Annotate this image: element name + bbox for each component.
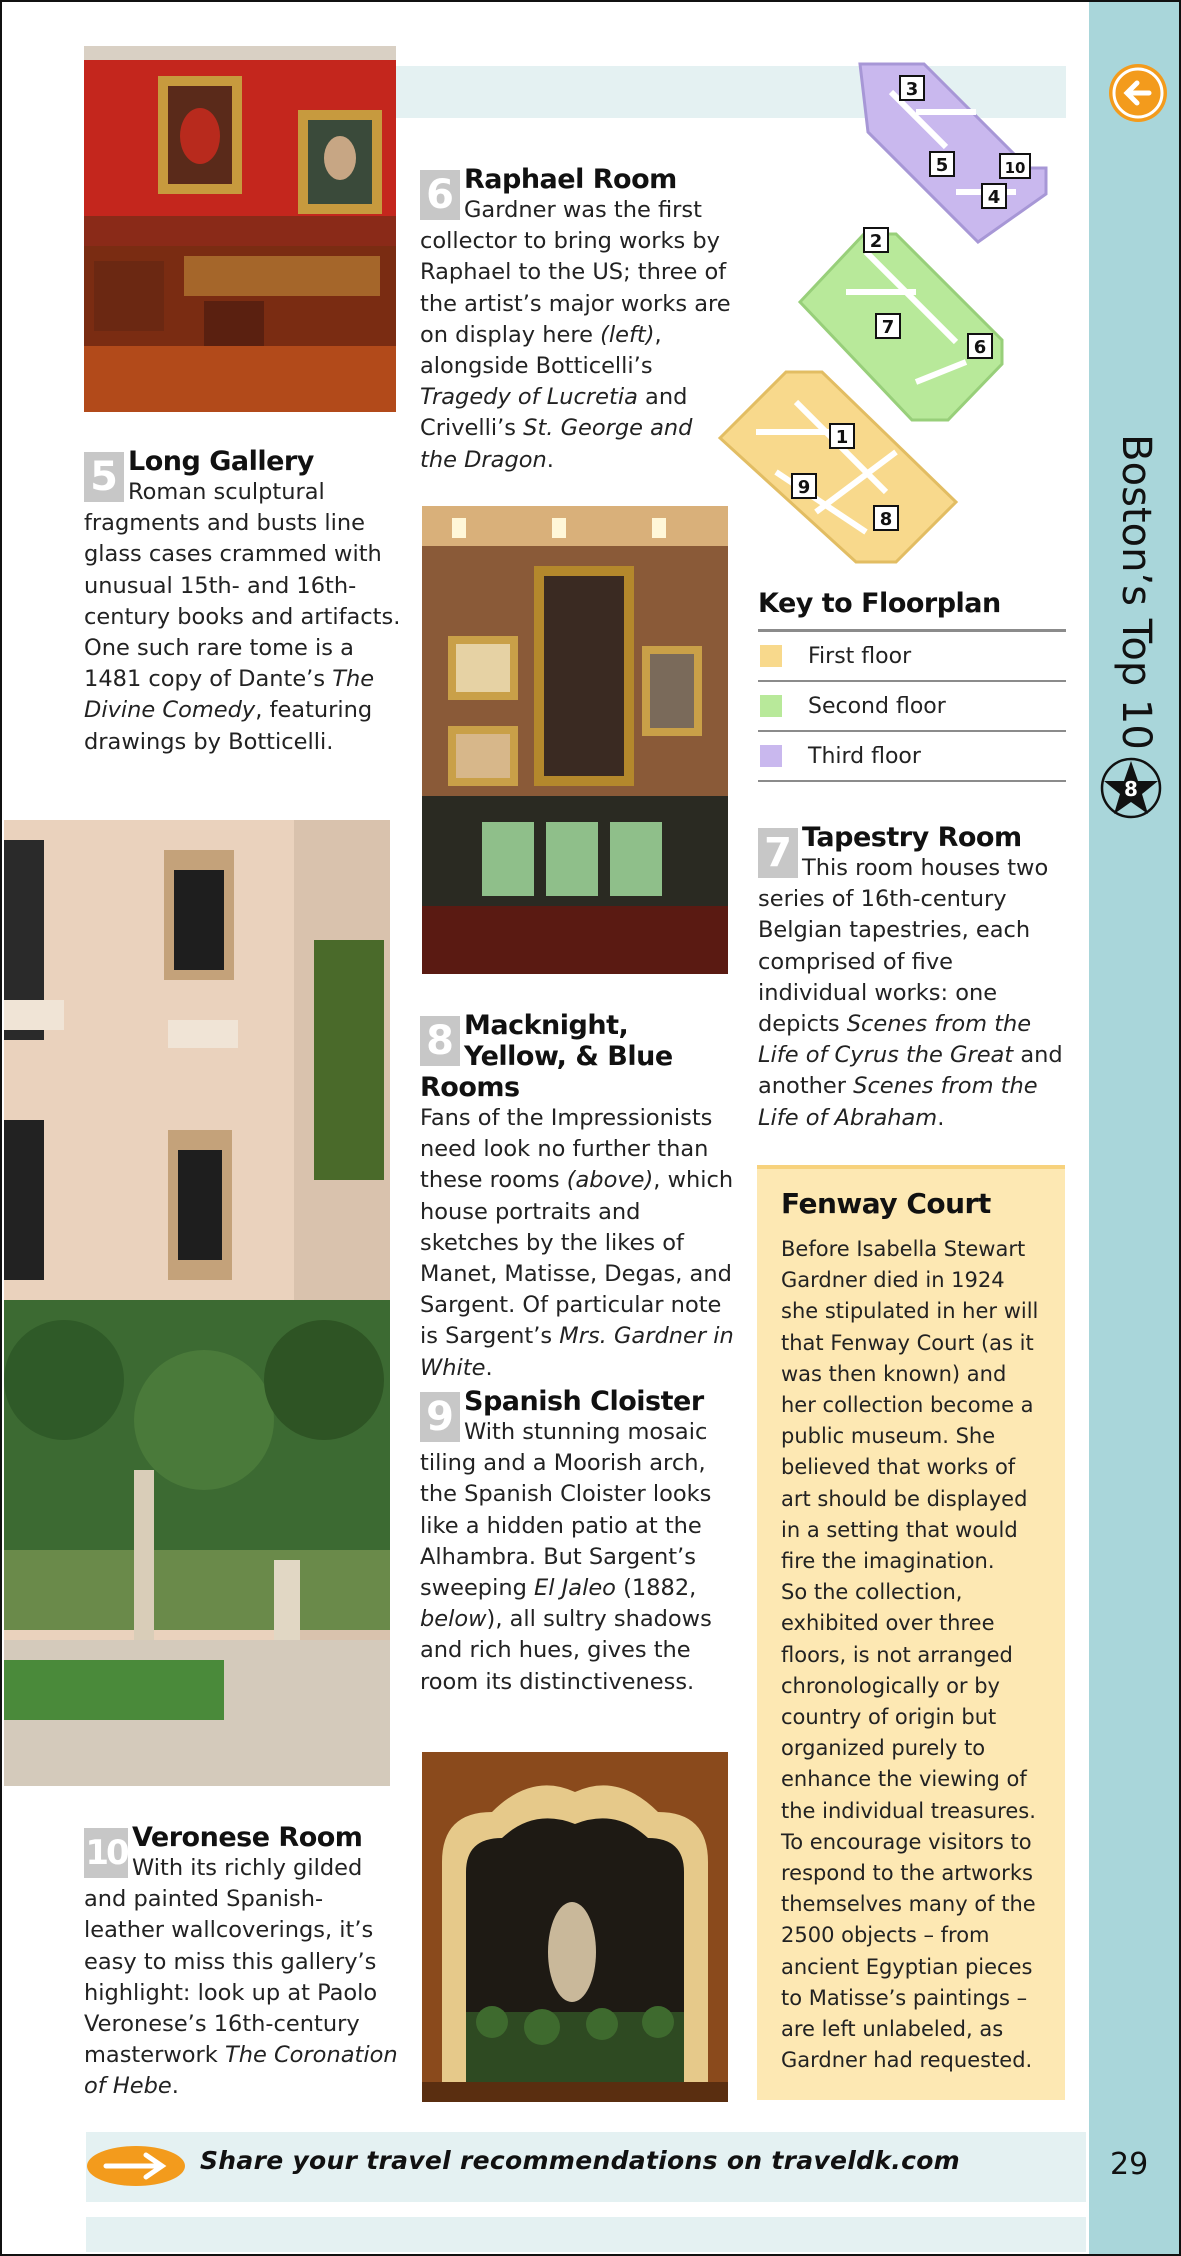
box-title: Fenway Court [781, 1187, 991, 1220]
entry-spanish-cloister [420, 1386, 736, 1698]
entry-title: Veronese Room [132, 1822, 363, 1853]
entry-title: Raphael Room [464, 164, 677, 195]
entry-veronese-room [84, 1822, 402, 2103]
box-paragraph-2: So the collection, exhibited over three floors, is not arranged chronologically or by country of origin but organized purely to enhance the viewing of the individual treasures. To encourage visitors to respond to the artworks themselves many of the 2500 objects – from ancient Egyptian pieces to Matisse’s paintings – are left unlabeled, as Gardner had requested. [781, 1580, 1036, 2073]
key-row-third-floor: Third floor [758, 732, 1066, 782]
entry-title: Spanish Cloister [464, 1386, 704, 1417]
photo-courtyard [4, 820, 390, 1786]
svg-text:1: 1 [835, 427, 849, 448]
entry-number: 10 [84, 1828, 128, 1878]
entry-body: Gardner was the first collector to bring works by Raphael to the US; three of the artist’s major works are on display here (left), alongside Botticelli’s Tragedy of Lucretia and Crivelli’s St. George and the Dragon. [420, 197, 731, 473]
svg-text:6: 6 [973, 337, 987, 358]
entry-body: Roman sculptural fragments and busts line glass cases crammed with unusual 15th- and 16th-century books and artifacts. One such rare tome is a 1481 copy of Dante’s The Divine Comedy, featuring drawings by Botticelli. [84, 479, 401, 755]
svg-text:8: 8 [879, 509, 893, 530]
photo-spanish-cloister [422, 1752, 728, 2102]
entry-body: With stunning mosaic tiling and a Moorish arch, the Spanish Cloister looks like a hidden patio at the Alhambra. But Sargent’s sweeping El Jaleo (1882, below), all sultry shadows and rich hues, gives the room its distinctiveness. [420, 1419, 712, 1695]
entry-raphael-room [420, 164, 736, 476]
entry-body: Fans of the Impressionists need look no further than these rooms (above), which house portraits and sketches by the likes of Manet, Matisse, Degas, and Sargent. Of particular note is Sargent’s Mrs. Gardner in White. [420, 1105, 734, 1381]
key-row-second-floor: Second floor [758, 682, 1066, 732]
entry-tapestry-room [758, 822, 1066, 1134]
entry-body: This room houses two series of 16th-century Belgian tapestries, each comprised of five individual works: one depicts Scenes from the Life of Cyrus the Great and another Scenes from the Life of Abraham. [758, 855, 1063, 1131]
floorplan-key [758, 588, 1066, 782]
entry-title: Long Gallery [128, 446, 314, 477]
box-paragraph-1: Before Isabella Stewart Gardner died in 1924 she stipulated in her will that Fenway Court (as it was then known) and her collection become a public museum. She believed that works of art should be displayed in a setting that would fire the imagination. [781, 1237, 1039, 1574]
photo-raphael-room [84, 46, 396, 412]
svg-text:9: 9 [797, 477, 811, 498]
entry-title: Tapestry Room [802, 822, 1022, 853]
entry-macknight-yellow-blue-rooms [420, 1010, 736, 1384]
back-arrow-icon[interactable] [1109, 64, 1167, 122]
entry-number: 5 [84, 452, 124, 502]
footer-stripe-bottom [86, 2217, 1086, 2252]
second-floor-swatch [760, 695, 782, 717]
svg-text:10: 10 [1004, 159, 1026, 177]
photo-macknight-room [422, 506, 728, 974]
entry-number: 9 [420, 1392, 460, 1442]
fenway-court-box [757, 1165, 1065, 2100]
entry-body: With its richly gilded and painted Spanish-leather wallcoverings, it’s easy to miss this gallery’s highlight: look up at Paolo Veronese’s 16th-century masterwork The Coronation of Hebe. [84, 1855, 398, 2100]
entry-number: 8 [420, 1016, 460, 1066]
forward-arrow-icon[interactable] [86, 2145, 186, 2187]
entry-number: 7 [758, 828, 798, 878]
entry-long-gallery [84, 446, 402, 758]
svg-text:5: 5 [935, 155, 949, 176]
svg-text:3: 3 [905, 79, 919, 100]
svg-text:7: 7 [881, 317, 895, 338]
third-floor-swatch [760, 745, 782, 767]
first-floor-swatch [760, 645, 782, 667]
entry-number: 6 [420, 170, 460, 220]
key-title: Key to Floorplan [758, 588, 1066, 632]
svg-text:2: 2 [869, 231, 883, 252]
star-badge-icon [1100, 757, 1162, 819]
footer-text: Share your travel recommendations on traveldk.com [200, 2146, 961, 2175]
key-row-first-floor: First floor [758, 632, 1066, 682]
entry-title: Macknight, Yellow, & Blue Rooms [420, 1010, 673, 1103]
svg-text:4: 4 [987, 187, 1001, 208]
star-badge-number: 8 [1124, 777, 1138, 801]
floorplan-diagram [716, 52, 1086, 582]
page-number: 29 [1110, 2147, 1149, 2182]
sidebar-title-text: Boston’s Top 10 [1113, 434, 1159, 750]
